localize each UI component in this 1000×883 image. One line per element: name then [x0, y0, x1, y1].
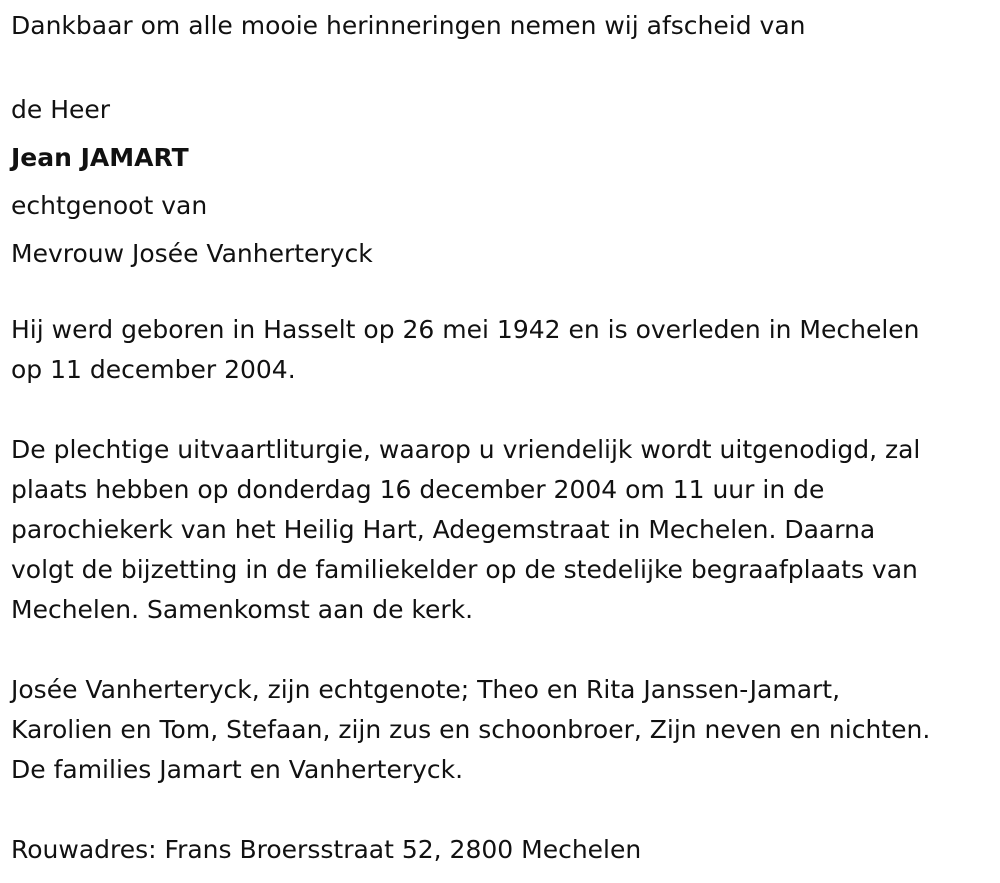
paragraph-line: plaats hebben op donderdag 16 december 2004 om 11 uur in de — [11, 475, 825, 504]
paragraph-line: op 11 december 2004. — [11, 355, 296, 384]
family-paragraph — [11, 670, 996, 790]
death-notice — [11, 6, 996, 870]
mourning-address: Rouwadres: Frans Broersstraat 52, 2800 Mechelen — [11, 835, 642, 864]
paragraph-line: Karolien en Tom, Stefaan, zijn zus en schoonbroer, Zijn neven en nichten. — [11, 715, 931, 744]
relation-text: echtgenoot van — [11, 191, 208, 220]
paragraph-line: De plechtige uitvaartliturgie, waarop u vriendelijk wordt uitgenodigd, zal — [11, 435, 921, 464]
deceased-name: Jean JAMART — [11, 143, 189, 172]
paragraph-line: De families Jamart en Vanherteryck. — [11, 755, 464, 784]
title-prefix: de Heer — [11, 95, 111, 124]
paragraph-line: Mechelen. Samenkomst aan de kerk. — [11, 595, 474, 624]
birth-death-paragraph — [11, 310, 996, 390]
paragraph-line: Josée Vanherteryck, zijn echtgenote; Theo en Rita Janssen-Jamart, — [11, 675, 841, 704]
paragraph-line: volgt de bijzetting in de familiekelder op de stedelijke begraafplaats van — [11, 555, 918, 584]
intro-text: Dankbaar om alle mooie herinneringen nemen wij afscheid van — [11, 11, 806, 40]
paragraph-line: parochiekerk van het Heilig Hart, Adegemstraat in Mechelen. Daarna — [11, 515, 876, 544]
ceremony-paragraph — [11, 430, 996, 630]
spouse-name: Mevrouw Josée Vanherteryck — [11, 239, 373, 268]
paragraph-line: Hij werd geboren in Hasselt op 26 mei 1942 en is overleden in Mechelen — [11, 315, 920, 344]
